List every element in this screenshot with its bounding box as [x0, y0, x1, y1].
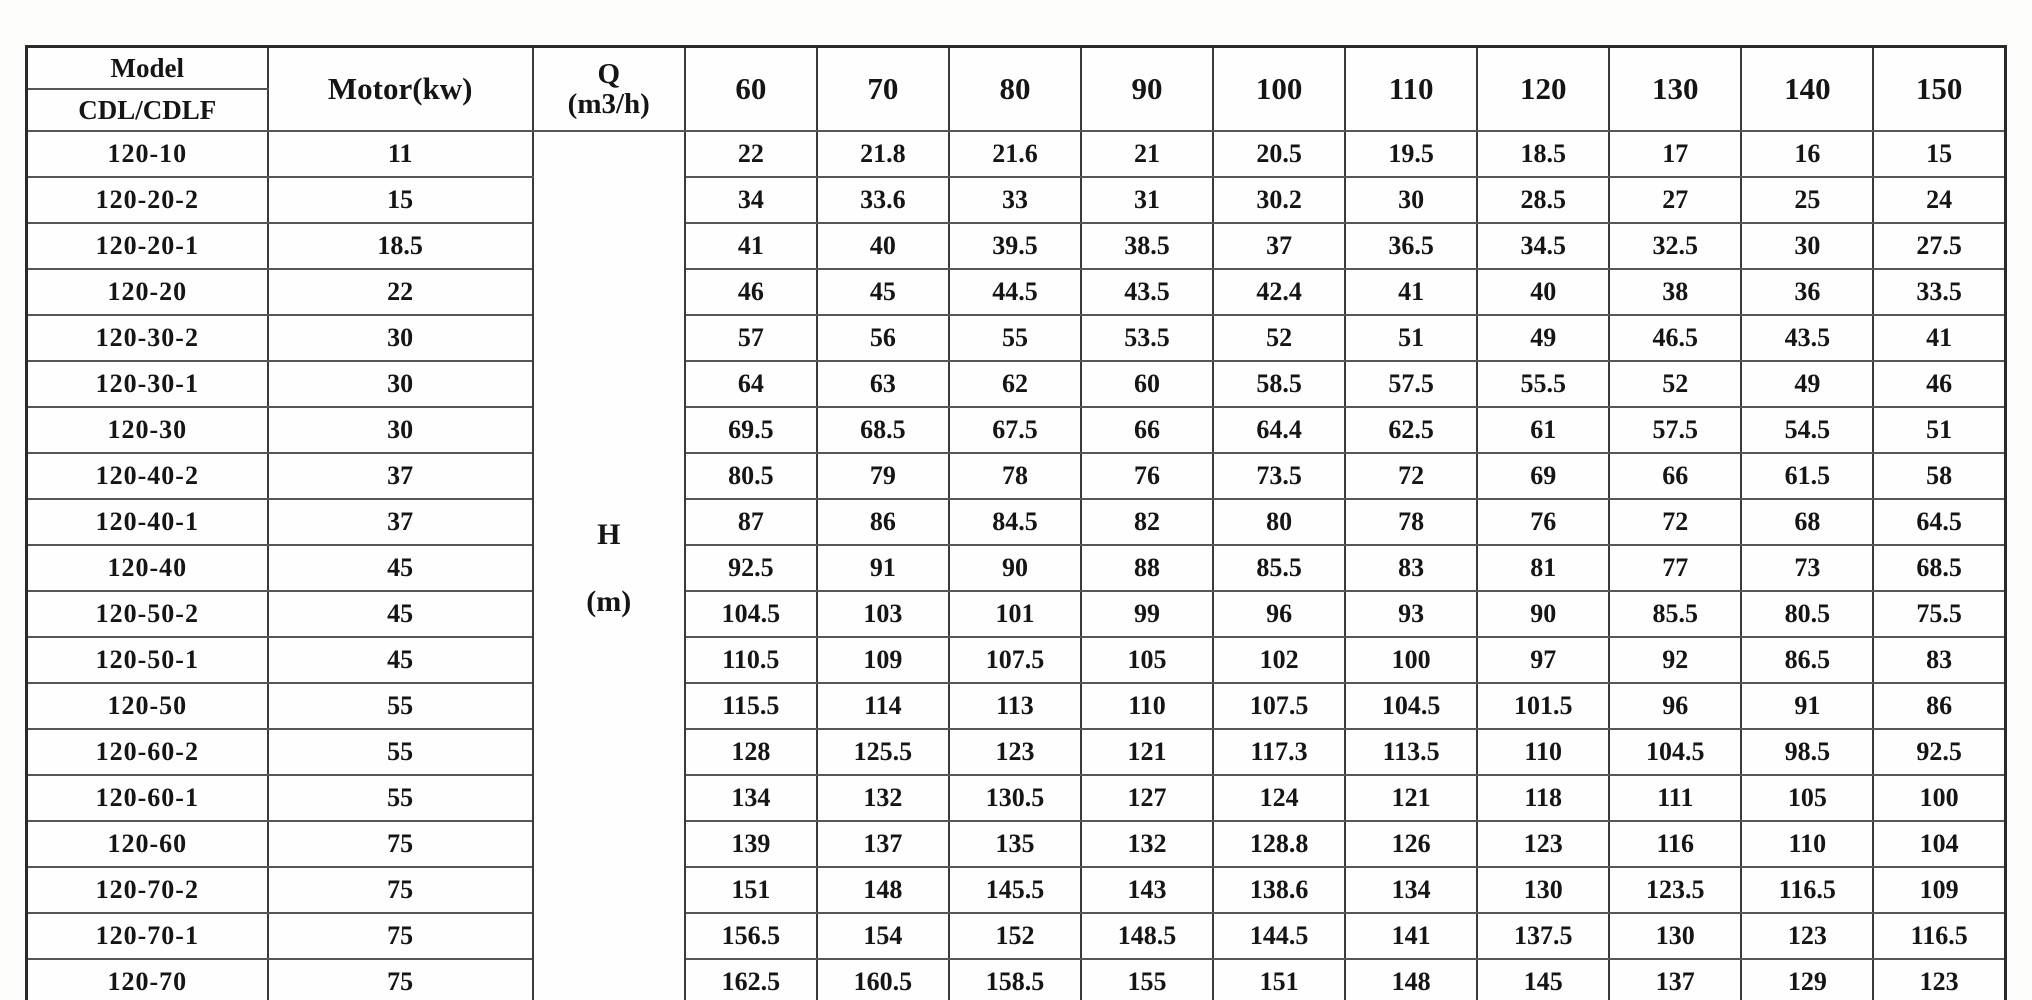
- head-value-cell: 145.5: [949, 867, 1081, 913]
- table-row: [27, 867, 2006, 913]
- head-value-cell: 46: [685, 269, 817, 315]
- head-value-cell: 64: [685, 361, 817, 407]
- table-row: [27, 315, 2006, 361]
- table-row: [27, 729, 2006, 775]
- head-value-cell: 78: [1345, 499, 1477, 545]
- head-value-cell: 69: [1477, 453, 1609, 499]
- table-row: [27, 959, 2006, 1000]
- head-value-cell: 84.5: [949, 499, 1081, 545]
- head-value-cell: 137.5: [1477, 913, 1609, 959]
- table-row: [27, 775, 2006, 821]
- head-value-cell: 61: [1477, 407, 1609, 453]
- head-value-cell: 80.5: [1741, 591, 1873, 637]
- head-value-cell: 130: [1609, 913, 1741, 959]
- head-value-cell: 155: [1081, 959, 1213, 1000]
- head-value-cell: 57: [685, 315, 817, 361]
- head-value-cell: 62: [949, 361, 1081, 407]
- head-value-cell: 86: [1873, 683, 2005, 729]
- motor-kw-cell: 55: [268, 683, 533, 729]
- flow-q-header: [533, 47, 685, 132]
- head-value-cell: 160.5: [817, 959, 949, 1000]
- head-value-cell: 20.5: [1213, 131, 1345, 177]
- head-value-cell: 30.2: [1213, 177, 1345, 223]
- model-cell: 120-40-1: [27, 499, 268, 545]
- head-value-cell: 123: [1873, 959, 2005, 1000]
- head-value-cell: 110: [1741, 821, 1873, 867]
- head-value-cell: 57.5: [1609, 407, 1741, 453]
- head-value-cell: 123: [1477, 821, 1609, 867]
- head-value-cell: 82: [1081, 499, 1213, 545]
- head-value-cell: 30: [1741, 223, 1873, 269]
- motor-kw-cell: 30: [268, 361, 533, 407]
- head-value-cell: 116.5: [1873, 913, 2005, 959]
- head-value-cell: 46: [1873, 361, 2005, 407]
- head-value-cell: 117.3: [1213, 729, 1345, 775]
- table-row: [27, 223, 2006, 269]
- motor-kw-cell: 18.5: [268, 223, 533, 269]
- head-value-cell: 69.5: [685, 407, 817, 453]
- head-value-cell: 156.5: [685, 913, 817, 959]
- flow-column-header: 110: [1345, 47, 1477, 132]
- pump-performance-table: [25, 45, 2007, 1000]
- head-value-cell: 51: [1345, 315, 1477, 361]
- head-value-cell: 31: [1081, 177, 1213, 223]
- model-cell: 120-30-2: [27, 315, 268, 361]
- head-value-cell: 21: [1081, 131, 1213, 177]
- head-value-cell: 49: [1741, 361, 1873, 407]
- motor-kw-cell: 37: [268, 453, 533, 499]
- head-value-cell: 129: [1741, 959, 1873, 1000]
- head-value-cell: 104.5: [685, 591, 817, 637]
- head-value-cell: 54.5: [1741, 407, 1873, 453]
- head-value-cell: 107.5: [1213, 683, 1345, 729]
- head-value-cell: 123.5: [1609, 867, 1741, 913]
- head-value-cell: 123: [949, 729, 1081, 775]
- head-value-cell: 76: [1081, 453, 1213, 499]
- head-value-cell: 52: [1213, 315, 1345, 361]
- table-row: [27, 545, 2006, 591]
- model-cell: 120-60-1: [27, 775, 268, 821]
- model-cell: 120-20-1: [27, 223, 268, 269]
- head-value-cell: 96: [1213, 591, 1345, 637]
- head-value-cell: 72: [1609, 499, 1741, 545]
- model-cell: 120-50: [27, 683, 268, 729]
- head-value-cell: 116: [1609, 821, 1741, 867]
- head-value-cell: 76: [1477, 499, 1609, 545]
- head-value-cell: 100: [1873, 775, 2005, 821]
- head-value-cell: 75.5: [1873, 591, 2005, 637]
- head-value-cell: 128: [685, 729, 817, 775]
- head-value-cell: 148: [1345, 959, 1477, 1000]
- head-unit: (m): [586, 585, 632, 618]
- head-value-cell: 51: [1873, 407, 2005, 453]
- head-value-cell: 114: [817, 683, 949, 729]
- head-value-cell: 110: [1081, 683, 1213, 729]
- head-value-cell: 52: [1609, 361, 1741, 407]
- head-value-cell: 86.5: [1741, 637, 1873, 683]
- head-value-cell: 121: [1081, 729, 1213, 775]
- model-cell: 120-30-1: [27, 361, 268, 407]
- model-cell: 120-20: [27, 269, 268, 315]
- motor-kw-cell: 30: [268, 407, 533, 453]
- head-value-cell: 127: [1081, 775, 1213, 821]
- table-row: [27, 361, 2006, 407]
- head-value-cell: 80: [1213, 499, 1345, 545]
- head-value-cell: 67.5: [949, 407, 1081, 453]
- head-value-cell: 32.5: [1609, 223, 1741, 269]
- motor-kw-cell: 37: [268, 499, 533, 545]
- head-value-cell: 58: [1873, 453, 2005, 499]
- table-body: [27, 131, 2006, 1000]
- head-value-cell: 92: [1609, 637, 1741, 683]
- head-value-cell: 44.5: [949, 269, 1081, 315]
- head-value-cell: 132: [1081, 821, 1213, 867]
- head-value-cell: 17: [1609, 131, 1741, 177]
- head-value-cell: 55: [949, 315, 1081, 361]
- model-cell: 120-10: [27, 131, 268, 177]
- head-value-cell: 41: [1345, 269, 1477, 315]
- head-value-cell: 21.6: [949, 131, 1081, 177]
- motor-kw-cell: 75: [268, 913, 533, 959]
- head-value-cell: 81: [1477, 545, 1609, 591]
- head-value-cell: 56: [817, 315, 949, 361]
- head-value-cell: 57.5: [1345, 361, 1477, 407]
- motor-kw-cell: 15: [268, 177, 533, 223]
- table-row: [27, 821, 2006, 867]
- header-row-1: [27, 47, 2006, 90]
- model-cell: 120-40-2: [27, 453, 268, 499]
- head-value-cell: 85.5: [1213, 545, 1345, 591]
- model-cell: 120-50-1: [27, 637, 268, 683]
- head-value-cell: 110: [1477, 729, 1609, 775]
- head-value-cell: 92.5: [1873, 729, 2005, 775]
- head-value-cell: 73.5: [1213, 453, 1345, 499]
- head-value-cell: 99: [1081, 591, 1213, 637]
- flow-q-symbol: Q: [597, 57, 621, 90]
- motor-kw-cell: 22: [268, 269, 533, 315]
- motor-kw-cell: 75: [268, 867, 533, 913]
- head-value-cell: 100: [1345, 637, 1477, 683]
- model-series-header: CDL/CDLF: [27, 89, 268, 131]
- flow-column-header: 100: [1213, 47, 1345, 132]
- head-value-cell: 144.5: [1213, 913, 1345, 959]
- head-value-cell: 63: [817, 361, 949, 407]
- head-value-cell: 130: [1477, 867, 1609, 913]
- head-value-cell: 25: [1741, 177, 1873, 223]
- table-row: [27, 913, 2006, 959]
- head-value-cell: 60: [1081, 361, 1213, 407]
- table-row: [27, 453, 2006, 499]
- head-value-cell: 115.5: [685, 683, 817, 729]
- head-value-cell: 103: [817, 591, 949, 637]
- motor-kw-cell: 45: [268, 591, 533, 637]
- model-cell: 120-20-2: [27, 177, 268, 223]
- head-value-cell: 90: [1477, 591, 1609, 637]
- head-value-cell: 93: [1345, 591, 1477, 637]
- head-value-cell: 154: [817, 913, 949, 959]
- head-value-cell: 96: [1609, 683, 1741, 729]
- table-row: [27, 407, 2006, 453]
- head-value-cell: 38: [1609, 269, 1741, 315]
- model-cell: 120-50-2: [27, 591, 268, 637]
- table-head: [27, 47, 2006, 132]
- motor-kw-cell: 55: [268, 729, 533, 775]
- head-value-cell: 97: [1477, 637, 1609, 683]
- motor-kw-cell: 11: [268, 131, 533, 177]
- head-value-cell: 125.5: [817, 729, 949, 775]
- flow-column-header: 140: [1741, 47, 1873, 132]
- head-value-cell: 87: [685, 499, 817, 545]
- head-value-cell: 27.5: [1873, 223, 2005, 269]
- head-value-cell: 132: [817, 775, 949, 821]
- table-row: [27, 591, 2006, 637]
- flow-q-unit: (m3/h): [567, 88, 650, 120]
- head-value-cell: 137: [817, 821, 949, 867]
- head-value-cell: 118: [1477, 775, 1609, 821]
- head-value-cell: 148.5: [1081, 913, 1213, 959]
- head-value-cell: 33: [949, 177, 1081, 223]
- head-value-cell: 98.5: [1741, 729, 1873, 775]
- head-value-cell: 88: [1081, 545, 1213, 591]
- head-value-cell: 113.5: [1345, 729, 1477, 775]
- head-value-cell: 104: [1873, 821, 2005, 867]
- head-value-cell: 110.5: [685, 637, 817, 683]
- head-value-cell: 101.5: [1477, 683, 1609, 729]
- motor-kw-cell: 55: [268, 775, 533, 821]
- head-value-cell: 68.5: [1873, 545, 2005, 591]
- head-value-cell: 79: [817, 453, 949, 499]
- flow-column-header: 80: [949, 47, 1081, 132]
- head-value-cell: 116.5: [1741, 867, 1873, 913]
- table-row: [27, 637, 2006, 683]
- head-value-cell: 113: [949, 683, 1081, 729]
- head-value-cell: 41: [685, 223, 817, 269]
- head-value-cell: 58.5: [1213, 361, 1345, 407]
- head-value-cell: 34: [685, 177, 817, 223]
- head-value-cell: 124: [1213, 775, 1345, 821]
- head-value-cell: 30: [1345, 177, 1477, 223]
- head-value-cell: 91: [817, 545, 949, 591]
- head-value-cell: 66: [1609, 453, 1741, 499]
- head-value-cell: 68: [1741, 499, 1873, 545]
- head-value-cell: 43.5: [1081, 269, 1213, 315]
- head-value-cell: 80.5: [685, 453, 817, 499]
- table-row: [27, 131, 2006, 177]
- head-value-cell: 151: [1213, 959, 1345, 1000]
- table-row: [27, 499, 2006, 545]
- head-value-cell: 137: [1609, 959, 1741, 1000]
- head-value-cell: 24: [1873, 177, 2005, 223]
- head-value-cell: 134: [1345, 867, 1477, 913]
- model-cell: 120-60-2: [27, 729, 268, 775]
- head-value-cell: 151: [685, 867, 817, 913]
- head-value-cell: 91: [1741, 683, 1873, 729]
- head-value-cell: 85.5: [1609, 591, 1741, 637]
- head-value-cell: 61.5: [1741, 453, 1873, 499]
- head-value-cell: 128.8: [1213, 821, 1345, 867]
- motor-kw-cell: 75: [268, 959, 533, 1000]
- flow-column-header: 120: [1477, 47, 1609, 132]
- head-value-cell: 158.5: [949, 959, 1081, 1000]
- head-value-cell: 92.5: [685, 545, 817, 591]
- flow-column-header: 150: [1873, 47, 2005, 132]
- model-header: Model: [27, 47, 268, 90]
- head-value-cell: 72: [1345, 453, 1477, 499]
- model-cell: 120-40: [27, 545, 268, 591]
- head-value-cell: 18.5: [1477, 131, 1609, 177]
- head-value-cell: 107.5: [949, 637, 1081, 683]
- head-value-cell: 111: [1609, 775, 1741, 821]
- head-value-cell: 123: [1741, 913, 1873, 959]
- head-value-cell: 134: [685, 775, 817, 821]
- table-row: [27, 683, 2006, 729]
- head-value-cell: 39.5: [949, 223, 1081, 269]
- motor-header: Motor(kw): [268, 47, 533, 132]
- head-value-cell: 19.5: [1345, 131, 1477, 177]
- head-value-cell: 101: [949, 591, 1081, 637]
- head-value-cell: 73: [1741, 545, 1873, 591]
- head-value-cell: 104.5: [1345, 683, 1477, 729]
- table-row: [27, 269, 2006, 315]
- head-value-cell: 16: [1741, 131, 1873, 177]
- head-value-cell: 42.4: [1213, 269, 1345, 315]
- head-value-cell: 64.4: [1213, 407, 1345, 453]
- head-value-cell: 148: [817, 867, 949, 913]
- table-row: [27, 177, 2006, 223]
- motor-kw-cell: 75: [268, 821, 533, 867]
- head-value-cell: 15: [1873, 131, 2005, 177]
- head-value-cell: 55.5: [1477, 361, 1609, 407]
- motor-kw-cell: 45: [268, 637, 533, 683]
- head-value-cell: 130.5: [949, 775, 1081, 821]
- head-value-cell: 135: [949, 821, 1081, 867]
- head-value-cell: 105: [1741, 775, 1873, 821]
- head-value-cell: 68.5: [817, 407, 949, 453]
- head-value-cell: 40: [1477, 269, 1609, 315]
- head-value-cell: 33.5: [1873, 269, 2005, 315]
- head-value-cell: 36.5: [1345, 223, 1477, 269]
- model-cell: 120-60: [27, 821, 268, 867]
- model-cell: 120-70: [27, 959, 268, 1000]
- head-value-cell: 104.5: [1609, 729, 1741, 775]
- head-value-cell: 43.5: [1741, 315, 1873, 361]
- head-value-cell: 90: [949, 545, 1081, 591]
- head-value-cell: 109: [1873, 867, 2005, 913]
- head-value-cell: 21.8: [817, 131, 949, 177]
- head-value-cell: 162.5: [685, 959, 817, 1000]
- head-value-cell: 105: [1081, 637, 1213, 683]
- head-value-cell: 49: [1477, 315, 1609, 361]
- head-value-cell: 62.5: [1345, 407, 1477, 453]
- head-value-cell: 152: [949, 913, 1081, 959]
- head-value-cell: 45: [817, 269, 949, 315]
- head-value-cell: 38.5: [1081, 223, 1213, 269]
- head-value-cell: 36: [1741, 269, 1873, 315]
- motor-kw-cell: 30: [268, 315, 533, 361]
- head-value-cell: 33.6: [817, 177, 949, 223]
- head-unit-cell: [533, 131, 685, 1000]
- head-value-cell: 102: [1213, 637, 1345, 683]
- head-value-cell: 40: [817, 223, 949, 269]
- head-value-cell: 138.6: [1213, 867, 1345, 913]
- head-value-cell: 143: [1081, 867, 1213, 913]
- head-value-cell: 34.5: [1477, 223, 1609, 269]
- flow-column-header: 130: [1609, 47, 1741, 132]
- head-value-cell: 109: [817, 637, 949, 683]
- head-value-cell: 145: [1477, 959, 1609, 1000]
- motor-kw-cell: 45: [268, 545, 533, 591]
- head-symbol: H: [597, 518, 621, 551]
- model-cell: 120-70-1: [27, 913, 268, 959]
- head-value-cell: 66: [1081, 407, 1213, 453]
- flow-column-header: 60: [685, 47, 817, 132]
- head-value-cell: 86: [817, 499, 949, 545]
- head-value-cell: 28.5: [1477, 177, 1609, 223]
- pump-performance-table-wrap: [25, 45, 2007, 1000]
- head-value-cell: 83: [1873, 637, 2005, 683]
- head-value-cell: 141: [1345, 913, 1477, 959]
- head-value-cell: 121: [1345, 775, 1477, 821]
- head-value-cell: 37: [1213, 223, 1345, 269]
- head-value-cell: 77: [1609, 545, 1741, 591]
- flow-column-header: 90: [1081, 47, 1213, 132]
- head-value-cell: 78: [949, 453, 1081, 499]
- head-value-cell: 83: [1345, 545, 1477, 591]
- flow-column-header: 70: [817, 47, 949, 132]
- model-cell: 120-70-2: [27, 867, 268, 913]
- head-value-cell: 64.5: [1873, 499, 2005, 545]
- head-value-cell: 139: [685, 821, 817, 867]
- head-value-cell: 53.5: [1081, 315, 1213, 361]
- head-value-cell: 27: [1609, 177, 1741, 223]
- head-value-cell: 126: [1345, 821, 1477, 867]
- model-cell: 120-30: [27, 407, 268, 453]
- head-value-cell: 22: [685, 131, 817, 177]
- head-value-cell: 41: [1873, 315, 2005, 361]
- head-value-cell: 46.5: [1609, 315, 1741, 361]
